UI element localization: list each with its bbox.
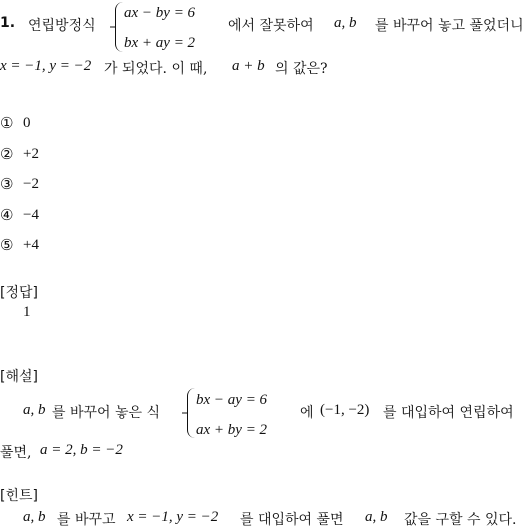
question-after-vars: 를 바꾸어 놓고 풀었더니 (375, 18, 524, 34)
explanation-text3: 를 대입하여 연립하여 (383, 405, 514, 421)
system-eq-1: ax − by = 6 (124, 5, 196, 21)
question-expr: a + b (232, 58, 265, 74)
hint-text1: 를 바꾸고 (57, 512, 116, 528)
explanation-brace (187, 388, 196, 438)
system-eq-2: bx + ay = 2 (124, 35, 196, 51)
explanation-line2-text: 풀면, (0, 445, 32, 461)
hint-text2: 를 대입하여 풀면 (240, 512, 344, 528)
choice-value-3: −2 (23, 176, 39, 192)
question-after-system: 에서 잘못하여 (228, 18, 314, 34)
choice-value-4: −4 (23, 207, 39, 223)
explanation-point: (−1, −2) (320, 402, 370, 418)
question-vars: a, b (334, 15, 357, 31)
question-number: 1. (0, 15, 16, 31)
choice-value-5: +4 (23, 237, 39, 253)
answer-value: 1 (23, 304, 31, 320)
explanation-eq-1: bx − ay = 6 (196, 392, 268, 408)
explanation-result: a = 2, b = −2 (40, 442, 123, 458)
explanation-eq-2: ax + by = 2 (196, 422, 268, 438)
choice-mark-3: ③ (0, 175, 14, 193)
hint-vars: a, b (23, 509, 46, 525)
question-solution: x = −1, y = −2 (0, 58, 92, 74)
explanation-text1: 를 바꾸어 놓은 식 (52, 405, 161, 421)
hint-math: x = −1, y = −2 (127, 509, 219, 525)
explanation-text2: 에 (300, 405, 314, 421)
choice-mark-4: ④ (0, 206, 14, 224)
question-line2-text: 가 되었다. 이 때, (104, 61, 208, 77)
system-brace (115, 2, 124, 52)
choice-mark-1: ① (0, 114, 14, 132)
choice-mark-5: ⑤ (0, 236, 14, 254)
choice-mark-2: ② (0, 145, 14, 163)
answer-label: [정답] (0, 285, 38, 301)
question-end: 의 값은? (275, 61, 328, 77)
choice-value-2: +2 (23, 146, 39, 162)
explanation-vars: a, b (23, 402, 46, 418)
hint-vars2: a, b (365, 509, 388, 525)
choice-value-1: 0 (23, 115, 31, 131)
question-intro: 연립방정식 (28, 18, 96, 34)
explanation-label: [해설] (0, 369, 38, 385)
hint-text3: 값을 구할 수 있다. (404, 512, 517, 528)
hint-label: [힌트] (0, 488, 38, 504)
